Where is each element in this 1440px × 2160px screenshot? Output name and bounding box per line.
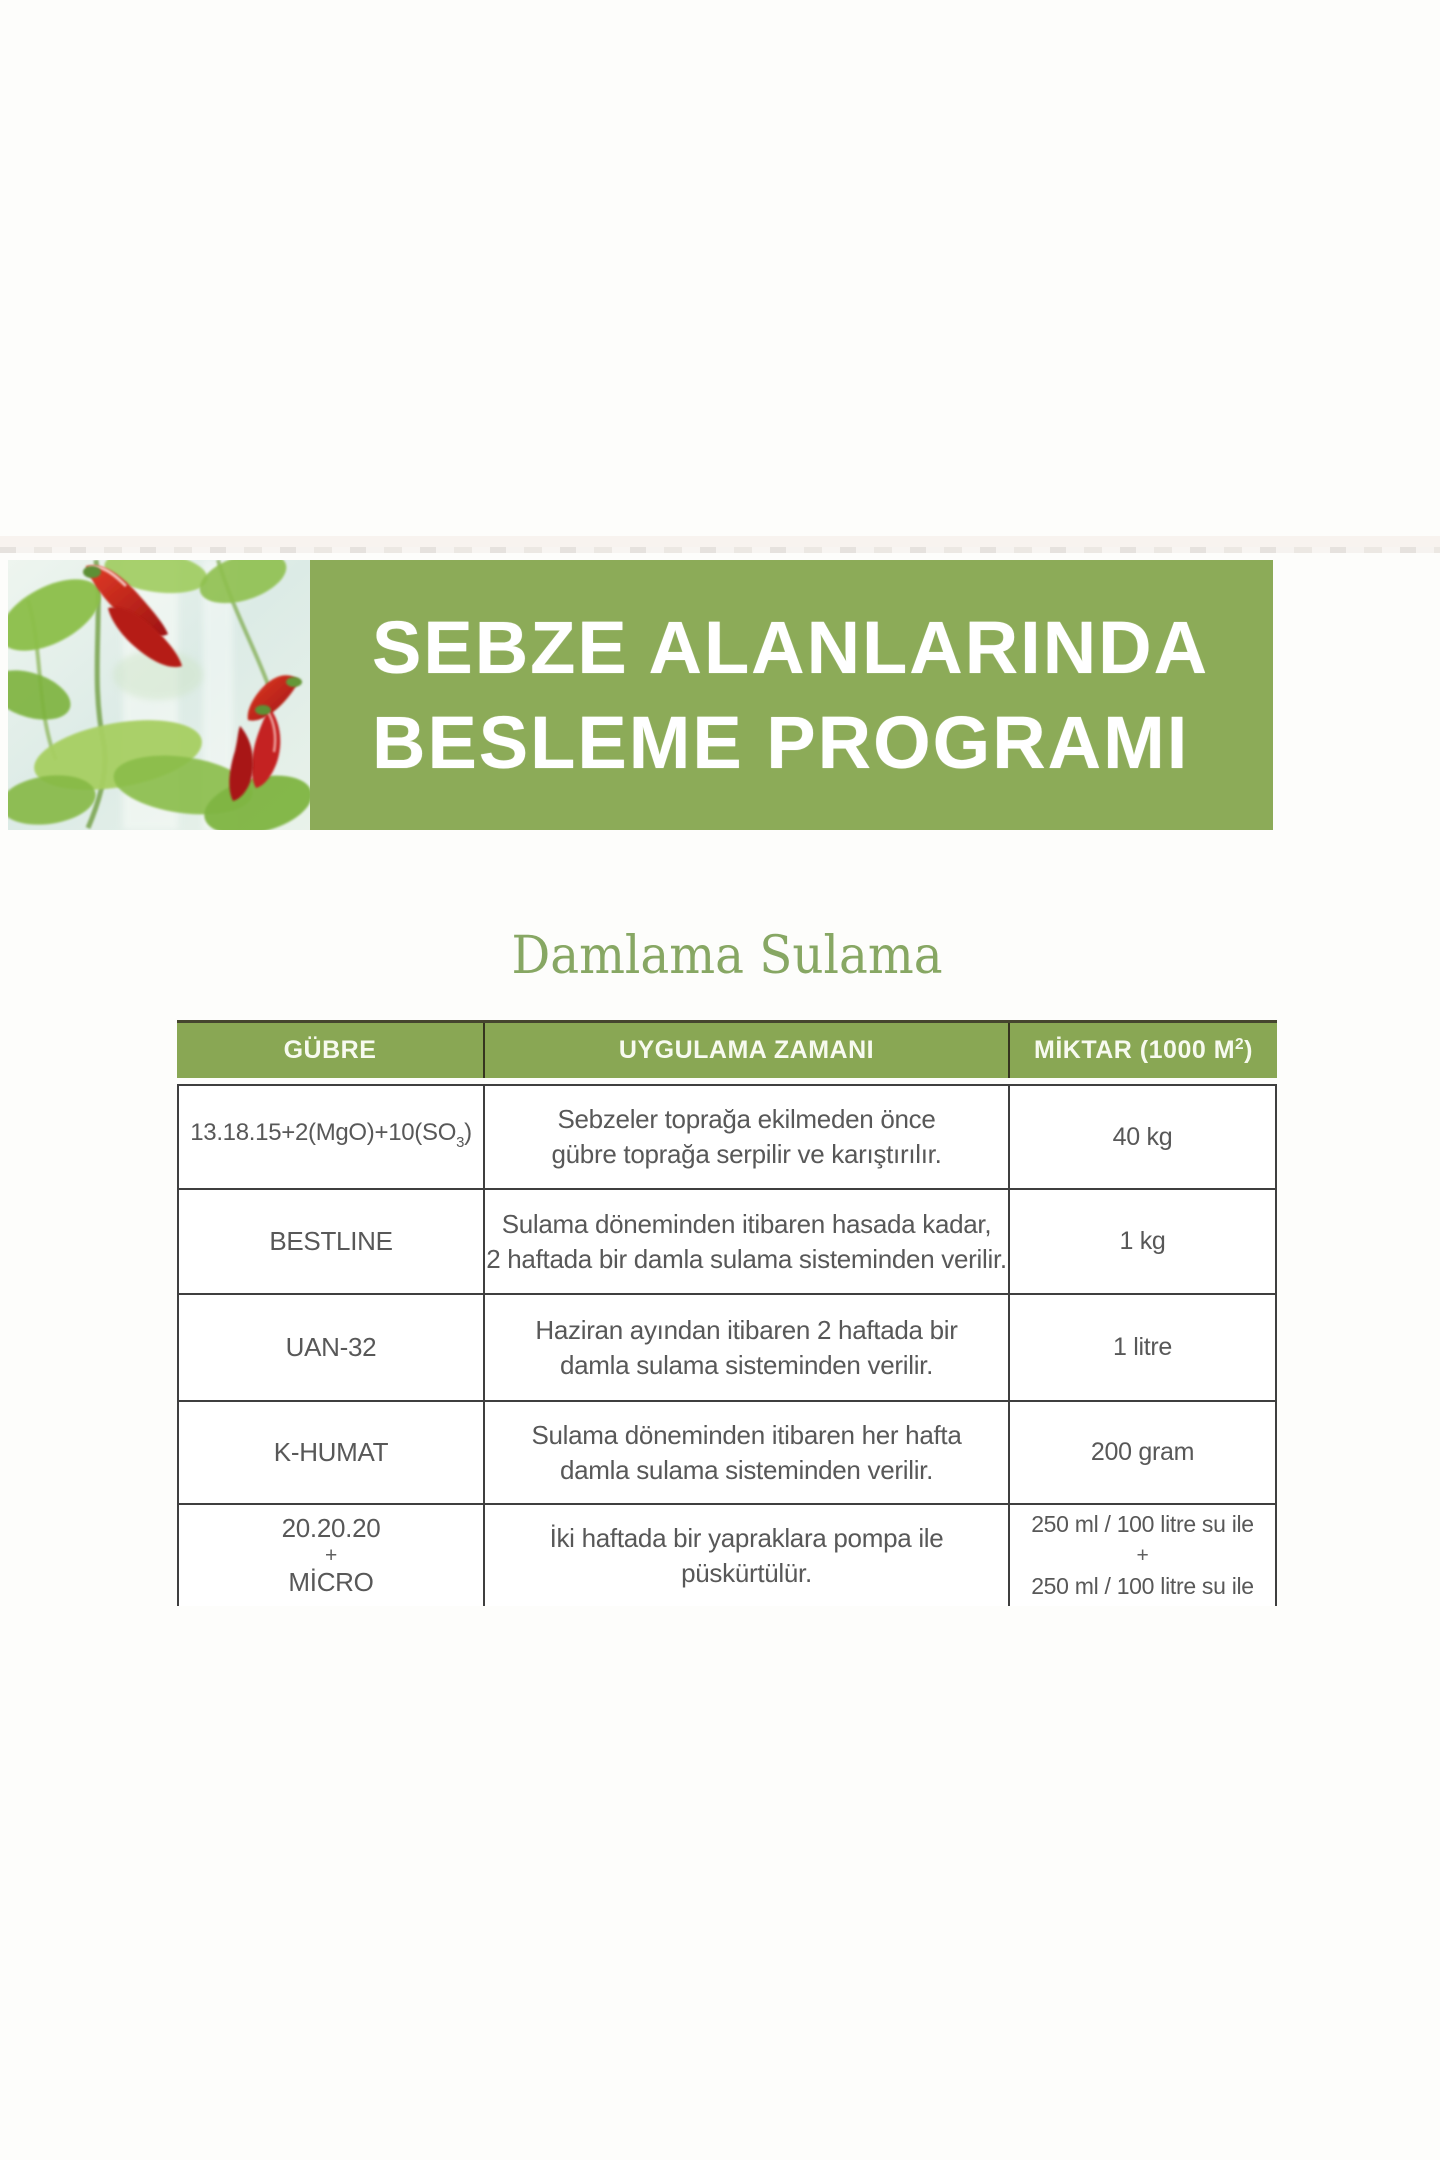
miktar-line: 1 kg	[1119, 1227, 1166, 1255]
miktar-line: 250 ml / 100 litre su ile	[1031, 1573, 1254, 1599]
zaman-line: gübre toprağa serpilir ve karıştırılır.	[551, 1139, 942, 1169]
miktar-line: 200 gram	[1090, 1438, 1195, 1466]
miktar-line: 250 ml / 100 litre su ile	[1031, 1511, 1254, 1537]
banner-title-line2: BESLEME PROGRAMI	[372, 701, 1190, 784]
cell-gubre	[179, 1295, 483, 1400]
cell-miktar	[1010, 1505, 1275, 1606]
miktar-suffix: )	[1244, 1036, 1253, 1064]
cell-miktar	[1010, 1402, 1275, 1503]
scan-artifact-band	[0, 536, 1440, 547]
miktar-prefix: MİKTAR (1000 M	[1034, 1036, 1236, 1064]
banner-title-line1: SEBZE ALANLARINDA	[372, 606, 1210, 689]
formula-prefix: 13.18.15+2(MgO)+10(SO	[190, 1118, 457, 1146]
banner-title-block	[310, 560, 1273, 830]
table-header-row	[177, 1020, 1277, 1078]
cell-miktar	[1010, 1190, 1275, 1293]
pepper-plant-illustration	[8, 560, 310, 830]
formula-subscript: 3	[456, 1134, 465, 1151]
cell-zaman	[483, 1505, 1010, 1606]
cell-zaman	[483, 1190, 1010, 1293]
zaman-line: Sulama döneminden itibaren her hafta	[531, 1419, 962, 1450]
cell-zaman	[483, 1086, 1010, 1188]
gubre-formula	[190, 1115, 472, 1160]
zaman-line: Sebzeler toprağa ekilmeden önce	[557, 1104, 936, 1134]
fertilizer-table	[177, 1084, 1277, 1606]
table-row	[179, 1505, 1275, 1606]
cell-miktar	[1010, 1086, 1275, 1188]
cell-gubre	[179, 1086, 483, 1188]
table-row	[179, 1086, 1275, 1190]
scan-artifact-dashed-line	[0, 547, 1440, 553]
col-header-miktar	[1010, 1023, 1277, 1078]
miktar-line: 1 litre	[1112, 1333, 1173, 1361]
zaman-line: Haziran ayından itibaren 2 haftada bir	[535, 1314, 958, 1345]
gubre-name-line: 20.20.20	[281, 1513, 381, 1543]
section-title: Damlama Sulama	[511, 926, 943, 986]
zaman-line: Sulama döneminden itibaren hasada kadar,	[501, 1208, 992, 1239]
zaman-line: damla sulama sisteminden verilir.	[559, 1349, 934, 1380]
gubre-plus: +	[325, 1544, 337, 1567]
table-row	[179, 1190, 1275, 1295]
table-row	[179, 1295, 1275, 1402]
cell-zaman	[483, 1402, 1010, 1503]
zaman-line: damla sulama sisteminden verilir.	[559, 1454, 934, 1485]
gubre-name: K-HUMAT	[273, 1437, 389, 1467]
cell-gubre	[179, 1505, 483, 1606]
table-row	[179, 1402, 1275, 1505]
zaman-line: İki haftada bir yapraklara pompa ile püskürtülür.	[549, 1522, 944, 1588]
gubre-name: BESTLINE	[269, 1226, 393, 1256]
zaman-line: 2 haftada bir damla sulama sisteminden verilir.	[486, 1243, 1007, 1274]
header-banner	[8, 560, 1273, 830]
gubre-name: UAN-32	[285, 1332, 377, 1362]
miktar-superscript: 2	[1235, 1036, 1245, 1054]
col-header-gubre: GÜBRE	[283, 1036, 377, 1064]
cell-zaman	[483, 1295, 1010, 1400]
pepper-plant-photo	[8, 560, 310, 830]
miktar-line: 40 kg	[1112, 1122, 1173, 1151]
cell-gubre	[179, 1190, 483, 1293]
col-header-uygulama-zamani: UYGULAMA ZAMANI	[483, 1023, 1010, 1078]
miktar-plus: +	[1136, 1544, 1149, 1567]
cell-miktar	[1010, 1295, 1275, 1400]
gubre-name-line: MİCRO	[288, 1567, 374, 1597]
formula-suffix: )	[464, 1118, 472, 1146]
cell-gubre	[179, 1402, 483, 1503]
